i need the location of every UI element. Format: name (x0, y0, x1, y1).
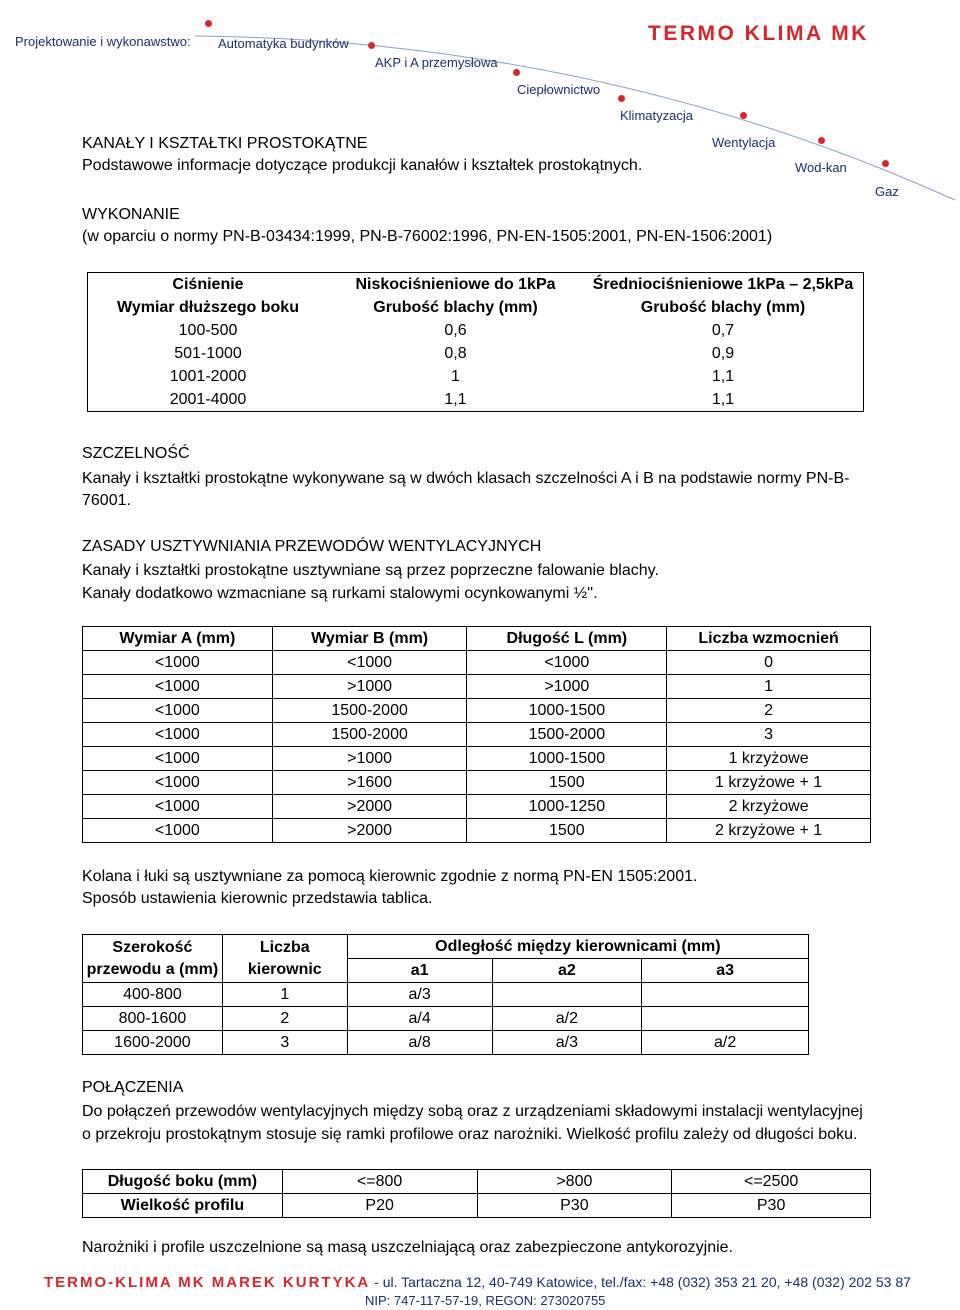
table-cell: >800 (477, 1170, 672, 1194)
table-cell: 1 (667, 675, 871, 699)
table-header: Wymiar dłuższego boku (117, 298, 299, 316)
table-cell: 1 (451, 367, 460, 385)
table-cell: 1,1 (444, 390, 467, 408)
wykonanie-title: WYKONANIE (82, 206, 180, 223)
table-row (83, 723, 871, 747)
table-cell: 1000-1500 (467, 699, 667, 723)
table-cell: <1000 (83, 699, 273, 723)
table-header: a2 (492, 959, 642, 983)
table-cell: 0,8 (444, 344, 467, 362)
table-cell: 1 krzyżowe (667, 747, 871, 771)
polaczenia-line2: o przekroju prostokątnym stosuje się ramki profilowe oraz narożniki. Wielkość profilu zależy od długości boku. (82, 1126, 858, 1143)
company-logo: TERMO KLIMA MK (648, 22, 869, 45)
table-cell: <1000 (83, 795, 273, 819)
service-gaz: Gaz (875, 184, 899, 199)
table-cell: <1000 (83, 771, 273, 795)
table-cell: P20 (282, 1194, 477, 1218)
table-header: Grubość blachy (mm) (373, 298, 538, 316)
polaczenia-title: POŁĄCZENIA (82, 1079, 184, 1096)
table-row (83, 819, 871, 843)
table-cell: P30 (477, 1194, 672, 1218)
polaczenia-line1: Do połączeń przewodów wentylacyjnych między sobą oraz z urządzeniami składowymi instalacji wentylacyjnej (82, 1103, 863, 1120)
service-dot (740, 112, 747, 119)
table-cell: 2 krzyżowe (667, 795, 871, 819)
service-dot (205, 20, 212, 27)
table-cell: >2000 (272, 795, 467, 819)
table-header: Liczba kierownic (222, 935, 347, 983)
table-header: Odległość między kierownicami (mm) (347, 935, 808, 959)
header-lead: Projektowanie i wykonawstwo: (15, 34, 191, 49)
table-cell: 800-1600 (83, 1007, 223, 1031)
footer-line (44, 1274, 911, 1291)
table-cell: <=800 (282, 1170, 477, 1194)
table-row (88, 388, 863, 411)
table-cell: 1 krzyżowe + 1 (667, 771, 871, 795)
table-cell: a/3 (492, 1031, 642, 1055)
table-cell (492, 983, 642, 1007)
table-row (88, 319, 863, 342)
table-header: Wymiar A (mm) (83, 627, 273, 651)
table-cell: 0,6 (444, 321, 467, 339)
table-cell: 1001-2000 (169, 367, 247, 385)
table-row (83, 1007, 809, 1031)
table-row (83, 699, 871, 723)
table-cell: 1500 (467, 819, 667, 843)
table-cell: <1000 (83, 819, 273, 843)
doc-title: KANAŁY I KSZTAŁTKI PROSTOKĄTNE (82, 135, 368, 152)
doc-subtitle: Podstawowe informacje dotyczące produkcji kanałów i kształtek prostokątnych. (82, 157, 643, 174)
table-cell: 2 (222, 1007, 347, 1031)
table-cell: <1000 (272, 651, 467, 675)
service-cieplownictwo: Ciepłownictwo (517, 82, 601, 97)
service-automatyka: Automatyka budynków (218, 36, 349, 51)
table-cell: <1000 (83, 723, 273, 747)
table-cell: 1,1 (711, 367, 735, 385)
table-header: Niskociśnieniowe do 1kPa (355, 275, 556, 293)
service-dot (513, 69, 520, 76)
footer-company: TERMO-KLIMA MK MAREK KURTYKA (44, 1274, 371, 1291)
table-cell: a/4 (347, 1007, 492, 1031)
table-cell: >1600 (272, 771, 467, 795)
table-cell: 0,9 (711, 344, 735, 362)
table-row (83, 1031, 809, 1055)
szczelnosc-title: SZCZELNOŚĆ (82, 445, 190, 462)
table-row (88, 342, 863, 365)
table-header: Liczba wzmocnień (667, 627, 871, 651)
table-row (83, 747, 871, 771)
table-cell: P30 (672, 1194, 871, 1218)
service-dot (818, 137, 825, 144)
table-cell: 400-800 (83, 983, 223, 1007)
table-cell: 1500-2000 (467, 723, 667, 747)
zasady-title: ZASADY USZTYWNIANIA PRZEWODÓW WENTYLACYJNYCH (82, 538, 542, 555)
table-cell: 1600-2000 (83, 1031, 223, 1055)
kolana-line1: Kolana i łuki są usztywniane za pomocą kierownic zgodnie z normą PN-EN 1505:2001. (82, 868, 698, 885)
table-row (83, 983, 809, 1007)
table-cell: 1500-2000 (272, 699, 467, 723)
table-cell: >1000 (272, 747, 467, 771)
profile-size-table (82, 1169, 871, 1218)
table-cell: 1500 (467, 771, 667, 795)
table-cell: <=2500 (672, 1170, 871, 1194)
kolana-line2: Sposób ustawienia kierownic przedstawia tablica. (82, 890, 433, 907)
table-cell: <1000 (83, 651, 273, 675)
sheet-thickness-table (88, 273, 863, 411)
service-klimatyzacja: Klimatyzacja (620, 108, 693, 123)
table-row (83, 771, 871, 795)
table-cell: <1000 (467, 651, 667, 675)
table-cell: 3 (222, 1031, 347, 1055)
table-header: Grubość blachy (mm) (640, 298, 806, 316)
table-cell: a/8 (347, 1031, 492, 1055)
service-dot (618, 95, 625, 102)
table-cell: 100-500 (178, 321, 238, 339)
table-cell: 1 (222, 983, 347, 1007)
service-dot (882, 160, 889, 167)
table-cell: 1500-2000 (272, 723, 467, 747)
table-row (83, 795, 871, 819)
table-cell (642, 983, 809, 1007)
table-cell: >2000 (272, 819, 467, 843)
zasady-line2: Kanały dodatkowo wzmacniane są rurkami stalowymi ocynkowanymi ½''. (82, 585, 598, 602)
table-header: Ciśnienie (172, 275, 244, 293)
table-cell: 1000-1500 (467, 747, 667, 771)
table-header: Średniociśnieniowe 1kPa – 2,5kPa (592, 275, 854, 293)
wykonanie-text: (w oparciu o normy PN-B-03434:1999, PN-B-76002:1996, PN-EN-1505:2001, PN-EN-1506:2001) (82, 228, 773, 245)
table-row (83, 1194, 871, 1218)
table-cell: >1000 (272, 675, 467, 699)
table-cell: <1000 (83, 675, 273, 699)
table-cell: >1000 (467, 675, 667, 699)
table-cell: 501-1000 (174, 344, 242, 362)
table-cell: <1000 (83, 747, 273, 771)
footer-ids: NIP: 747-117-57-19, REGON: 273020755 (365, 1293, 606, 1308)
table-row (83, 675, 871, 699)
reinforcement-table (82, 626, 871, 843)
service-akp: AKP i A przemysłowa (375, 55, 498, 70)
table-cell: a/3 (347, 983, 492, 1007)
table-cell: 0,7 (711, 321, 735, 339)
table-row (88, 365, 863, 388)
footer-address: - ul. Tartaczna 12, 40-749 Katowice, tel./fax: +48 (032) 353 21 20, +48 (032) 202 53 87 (374, 1274, 911, 1290)
table-cell: 1,1 (711, 390, 735, 408)
table-row (83, 651, 871, 675)
table-cell (642, 1007, 809, 1031)
service-wentylacja: Wentylacja (712, 135, 776, 150)
service-dot (368, 42, 375, 49)
table-cell: 2 krzyżowe + 1 (667, 819, 871, 843)
table-header: a3 (642, 959, 809, 983)
table-row (83, 1170, 871, 1194)
service-wodkan: Wod-kan (795, 160, 847, 175)
table-cell: a/2 (642, 1031, 809, 1055)
table-cell: 3 (667, 723, 871, 747)
table-cell: Wielkość profilu (83, 1194, 283, 1218)
narozniki-text: Narożniki i profile uszczelnione są masą uszczelniającą oraz zabezpieczone antykorozyjnie. (82, 1239, 733, 1256)
szczelnosc-text: Kanały i kształtki prostokątne wykonywane są w dwóch klasach szczelności A i B na podstawie normy PN-B-76001. (82, 470, 850, 509)
table-cell: 2001-4000 (169, 390, 247, 408)
table-header: Wymiar B (mm) (272, 627, 467, 651)
guide-vanes-table (82, 934, 809, 1055)
table-cell: 2 (667, 699, 871, 723)
table-cell: Długość boku (mm) (83, 1170, 283, 1194)
table-cell: 0 (667, 651, 871, 675)
table-header: Szerokość przewodu a (mm) (83, 935, 223, 983)
table-header: a1 (347, 959, 492, 983)
table-cell: a/2 (492, 1007, 642, 1031)
zasady-line1: Kanały i kształtki prostokątne usztywniane są przez poprzeczne falowanie blachy. (82, 562, 659, 579)
table-header: Długość L (mm) (467, 627, 667, 651)
table-cell: 1000-1250 (467, 795, 667, 819)
